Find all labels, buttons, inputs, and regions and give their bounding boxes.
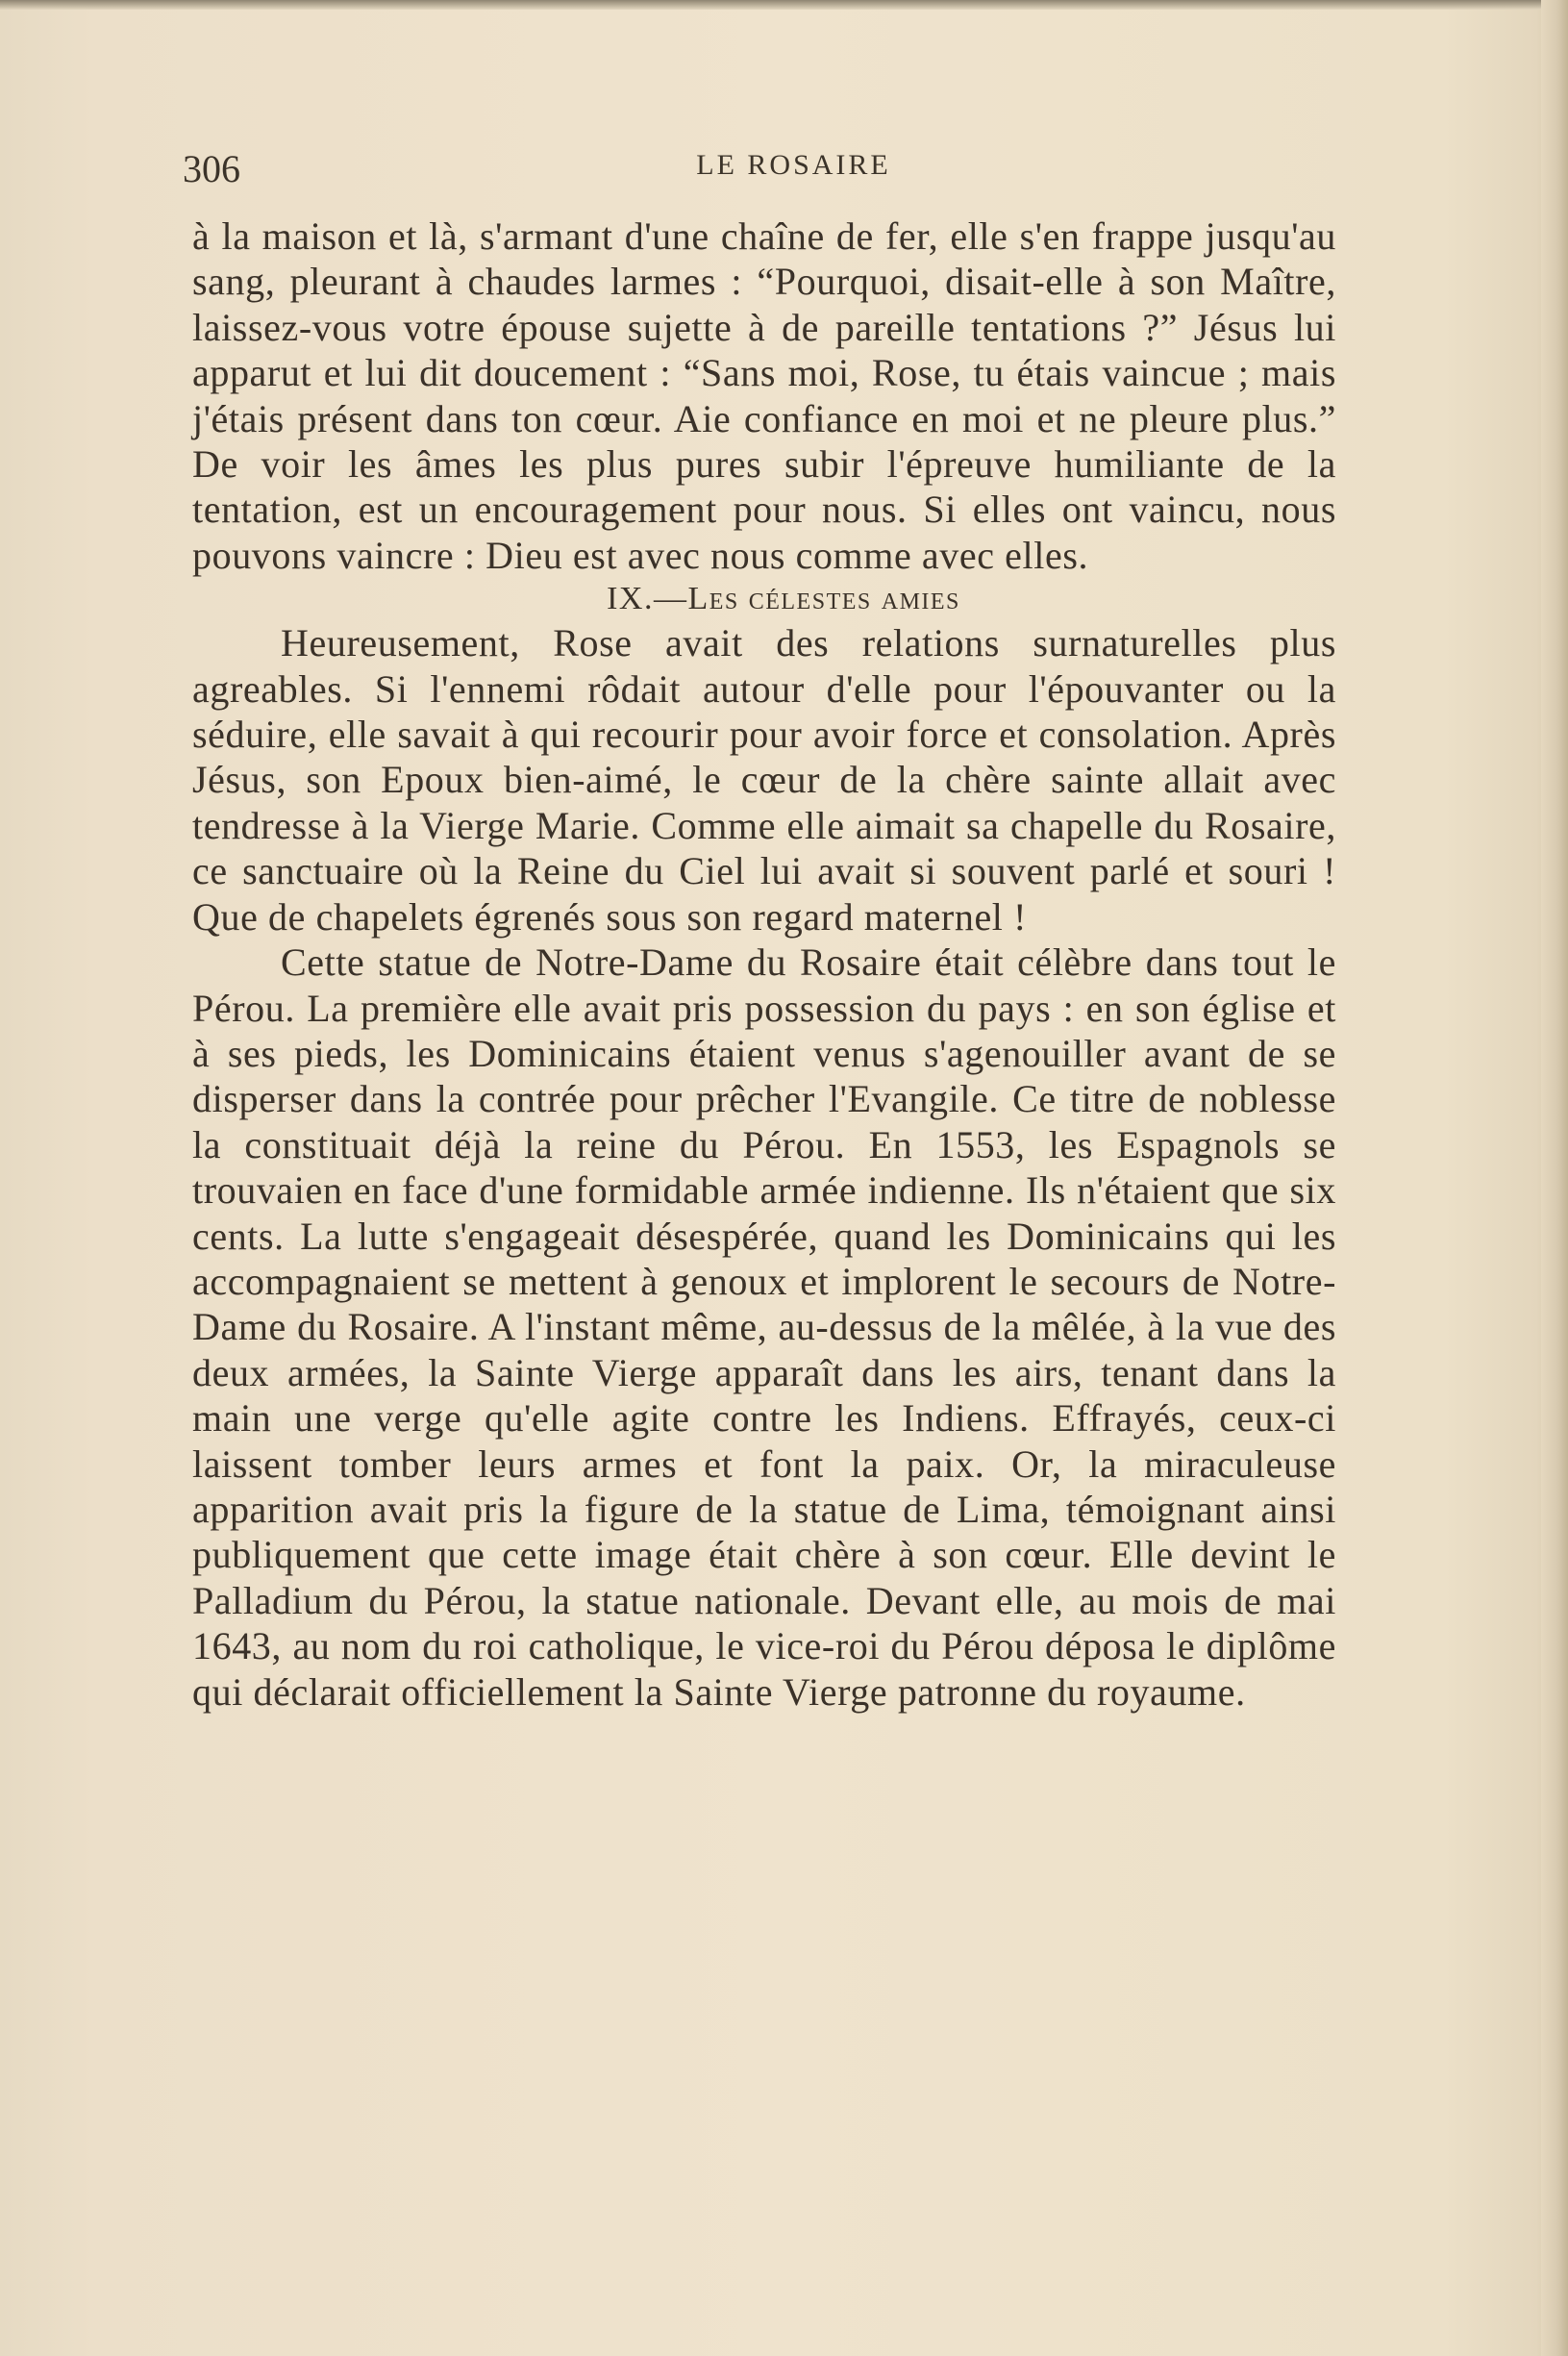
section-heading: IX.—Les célestes amies (607, 581, 960, 617)
running-title: LE ROSAIRE (696, 149, 891, 181)
paragraph: Cette statue de Notre-Dame du Rosaire était célèbre dans tout le Pérou. La première elle avait pris possession du pays : en son église et à ses pieds, les Dominicains étaient venus s'agenouiller avant de se disperser dans la contrée pour prêcher l'Evangile. Ce titre de noblesse la constituait déjà la reine du Pérou. En 1553, les Espagnols se trouvaien en face d'une formidable armée indienne. Ils n'étaient que six cents. La lutte s'engageait désespérée, quand les Dominicains qui les accompagnaient se mettent à genoux et implorent le secours de Notre-Dame du Rosaire. A l'instant même, au-dessus de la mêlée, à la vue des deux armées, la Sainte Vierge apparaît dans les airs, tenant dans la main une verge qu'elle agite contre les Indiens. Effrayés, ceux-ci laissent tomber leurs armes et font la paix. Or, la miraculeuse apparition avait pris la figure de la statue de Lima, témoignant ainsi publiquement que cette image était chère à son cœur. Elle devint le Palladium du Pérou, la statue nationale. Devant elle, au mois de mai 1643, au nom du roi catholique, le vice-roi du Pérou déposa le diplôme qui déclarait officiellement la Sainte Vierge patronne du royaume. (192, 940, 1336, 1714)
page-top-edge (0, 0, 1568, 10)
page-number: 306 (183, 147, 240, 190)
body-text (192, 213, 1336, 1715)
paragraph: Heureusement, Rose avait des relations surnaturelles plus agreables. Si l'ennemi rôdait autour d'elle pour l'épouvanter ou la séduire, elle savait à qui recourir pour avoir force et consolation. Après Jésus, son Epoux bien-aimé, le cœur de la chère sainte allait avec tendresse à la Vierge Marie. Comme elle aimait sa chapelle du Rosaire, ce sanctuaire où la Reine du Ciel lui avait si souvent parlé et souri ! Que de chapelets égrenés sous son regard maternel ! (192, 621, 1336, 939)
page-binding-edge (1541, 0, 1568, 2356)
paragraph-continued: à la maison et là, s'armant d'une chaîne de fer, elle s'en frappe jusqu'au sang, pleurant à chaudes larmes : “Pourquoi, disait-elle à son Maître, laissez-vous votre épouse sujette à de pareille tentations ?” Jésus lui apparut et lui dit doucement : “Sans moi, Rose, tu étais vaincue ; mais j'étais présent dans ton cœur. Aie confiance en moi et ne pleure plus.” De voir les âmes les plus pures subir l'épreuve humiliante de la tentation, est un encouragement pour nous. Si elles ont vaincu, nous pouvons vaincre : Dieu est avec nous comme avec elles. (192, 214, 1336, 577)
